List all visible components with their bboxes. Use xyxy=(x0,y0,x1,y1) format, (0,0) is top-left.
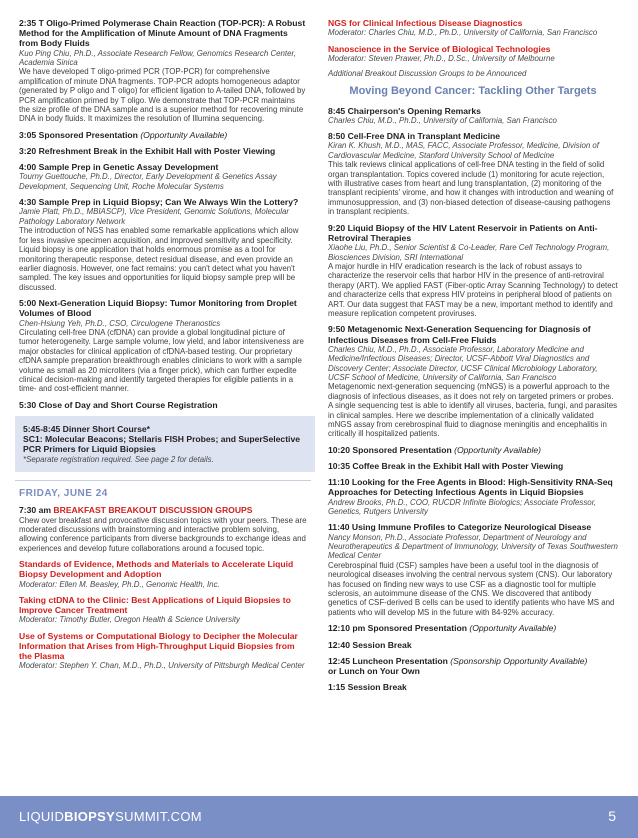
abstract: We have developed T oligo-primed PCR (TOP-PCR) for comprehensive amplification of minute DNA fragments. TOP-PCR adopts homogeneous adaptor (generated by P oligo and T oligo) for efficient ligation to A-tailed DNA, followed by PCR amplification primed by T oligo. We demonstrate that TOP-PCR maintains the size profile of the DNA sample and is a superior method for recovering minute DNA in body fluids. It maximizes the resolution of Illumina sequencing. xyxy=(19,67,306,124)
session-title: 8:45 Chairperson's Opening Remarks xyxy=(328,105,481,116)
right-column xyxy=(328,18,618,698)
session-title-continued: or Lunch on Your Own xyxy=(328,665,420,676)
moderator: Moderator: Stephen Y. Chan, M.D., Ph.D., University of Pittsburgh Medical Center xyxy=(19,661,305,671)
session-title xyxy=(328,445,618,455)
session-note: (Sponsorship Opportunity Available) xyxy=(450,655,588,666)
session-breakfast xyxy=(19,505,307,553)
additional-note: Additional Breakout Discussion Groups to be Announced xyxy=(328,69,527,79)
session-note: (Opportunity Available) xyxy=(469,623,557,634)
breakout-ngs xyxy=(328,18,618,38)
session-title: 9:50 Metagenomic Next-Generation Sequencing for Diagnosis of Infectious Diseases from Cell-Free Fluids xyxy=(328,324,591,345)
session-metagenomic xyxy=(328,324,618,438)
speaker: Xiaohe Liu, Ph.D., Senior Scientist & Co-Leader, Rare Cell Technology Program, Biosciences Division, SRI International xyxy=(328,243,610,262)
session-title: 3:20 Refreshment Break in the Exhibit Hall with Poster Viewing xyxy=(19,146,276,157)
footer-bar xyxy=(0,796,638,838)
session-sponsored-2 xyxy=(328,445,618,455)
short-course-title: SC1: Molecular Beacons; Stellaris FISH Probes; and SuperSelective PCR Primers for Liquid Biopsies xyxy=(23,434,301,455)
breakout-title: Use of Systems or Computational Biology to Decipher the Molecular Information that Arises from High-Throughput Liquid Biopsies from the Plasma xyxy=(19,630,298,662)
session-lottery xyxy=(19,197,307,292)
moderator: Moderator: Ellen M. Beasley, Ph.D., Genomic Health, Inc. xyxy=(19,579,220,589)
breakout-standards xyxy=(19,559,307,589)
breakout-title: Nanoscience in the Service of Biological Technologies xyxy=(328,43,551,54)
moderator: Moderator: Timothy Butler, Oregon Health & Science University xyxy=(19,615,240,625)
session-title xyxy=(19,505,307,515)
session-top-pcr xyxy=(19,18,307,124)
breakout-title: NGS for Clinical Infectious Disease Diagnostics xyxy=(328,18,523,28)
session-hiv xyxy=(328,223,618,319)
session-sample-prep xyxy=(19,162,307,191)
session-title xyxy=(328,656,618,666)
session-luncheon xyxy=(328,656,618,676)
divider xyxy=(15,480,311,481)
session-time: 7:30 am xyxy=(19,505,52,516)
short-course-box xyxy=(15,416,315,472)
breakout-additional xyxy=(328,69,618,78)
session-title-text: 12:10 pm Sponsored Presentation xyxy=(328,623,467,634)
session-next-gen xyxy=(19,298,307,394)
session-title-text: 10:20 Sponsored Presentation xyxy=(328,444,452,455)
section-heading: Moving Beyond Cancer: Tackling Other Targets xyxy=(349,84,597,97)
session-title: 4:30 Sample Prep in Liquid Biopsy; Can We Always Win the Lottery? xyxy=(19,197,299,208)
abstract: The introduction of NGS has enabled some remarkable applications which allow for less invasive specimen acquisition, and improved sensitivity and specificity. Liquid biopsy is one application that holds enormous promise as a tool for monitoring therapeutic response, detect residual disease, and even provide an earlier diagnosis. However, one fact remains: you can't detect what you haven't sampled. The key issues and opportunities for liquid biopsy sample prep will be discussed. xyxy=(19,226,299,292)
day-heading: FRIDAY, JUNE 24 xyxy=(19,488,108,500)
left-column xyxy=(19,18,307,677)
speaker: Andrew Brooks, Ph.D., COO, RUCDR Infinite Biologics; Associate Professor, Genetics, Rutgers University xyxy=(328,497,597,517)
speaker: Charles Chiu, M.D., Ph.D., Associate Professor, Laboratory Medicine and Medicine/Infectious Diseases; Director, UCSF-Abbott Viral Diagnostics and Discovery Center; Associate Director, UCSF Clinical Microbiology Laboratory, UCSF School of Medicine, University of California, San Francisco xyxy=(328,344,598,382)
abstract: This talk reviews clinical applications of cell-free DNA testing in the field of solid organ transplantation. Topics covered include (1) monitoring for acute rejection, with illustrative cases from heart and lung transplantation, (2) monitoring of the transplant recipients' virome, and how it changes with introduction and weaning of immunosuppression, and (3) non-biased detection of disease-causing pathogens in transplant recipients. xyxy=(328,160,614,217)
session-title: 1:15 Session Break xyxy=(328,682,407,693)
session-title-text: 3:05 Sponsored Presentation xyxy=(19,129,138,140)
site-part-liquid: LIQUID xyxy=(19,809,65,824)
session-title: 8:50 Cell-Free DNA in Transplant Medicine xyxy=(328,131,501,142)
session-break xyxy=(19,146,307,156)
moderator: Moderator: Steven Prawer, Ph.D., D.Sc., University of Melbourne xyxy=(328,53,555,63)
session-coffee xyxy=(328,461,618,471)
session-title: 2:35 T Oligo-Primed Polymerase Chain Reaction (TOP-PCR): A Robust Method for the Amplification of Minute Amount of DNA Fragments from Body Fluids xyxy=(19,18,306,49)
session-sponsored-3 xyxy=(328,623,618,633)
short-course-time: 5:45-8:45 Dinner Short Course* xyxy=(23,424,151,434)
session-title: 12:40 Session Break xyxy=(328,639,412,650)
abstract: A major hurdle in HIV eradication research is the lack of robust assays to characterize the reservoir cells that harbor HIV in the presence of anti-retroviral therapy (ART). We applied FAST (Fiber-optic Array Scanning Technology) to detect and characterize cells that express HIV proteins in peripheral blood of patients on ART. Our data suggest that FAST may be a new, important method to identify and measure replication competent proviruses. xyxy=(328,261,618,318)
session-rna-seq xyxy=(328,477,618,516)
abstract: Chew over breakfast and provocative discussion topics with your peers. These are moderated discussions with brainstorming and interactive problem solving, allowing conference participants from diverse backgrounds to exchange ideas and experiences and develop future collaborations around a focused topic. xyxy=(19,515,307,553)
breakout-nano xyxy=(328,44,618,64)
session-title xyxy=(19,130,307,140)
session-title: 11:10 Looking for the Free Agents in Blood: High-Sensitivity RNA-Seq Approaches for Detecting Infectious Agents in Liquid Biopsies xyxy=(328,477,613,498)
website-link[interactable] xyxy=(19,809,202,824)
session-title: 4:00 Sample Prep in Genetic Assay Development xyxy=(19,162,219,173)
breakout-title: Standards of Evidence, Methods and Materials to Accelerate Liquid Biopsy Development and Adoption xyxy=(19,559,294,580)
session-title-text: BREAKFAST BREAKOUT DISCUSSION GROUPS xyxy=(53,505,253,516)
page-number: 5 xyxy=(608,808,616,824)
short-course-note: *Separate registration required. See page 2 for details. xyxy=(23,454,214,464)
session-title: 10:35 Coffee Break in the Exhibit Hall with Poster Viewing xyxy=(328,461,564,472)
session-title: 11:40 Using Immune Profiles to Categorize Neurological Disease xyxy=(328,522,592,533)
session-title: 5:30 Close of Day and Short Course Registration xyxy=(19,399,218,410)
session-immune xyxy=(328,522,618,617)
abstract: Cerebrospinal fluid (CSF) samples have been a useful tool in the diagnosis of neurological diseases involving the central nervous system (CNS). Our laboratory has focused on finding new ways to use CSF as a diagnostic tool for multiple sclerosis, an autoimmune disease of the CNS. We discovered that antibody genetics of CSF-derived B cells can be used to identify patients who have MS and patients who will develop MS in the future with 84-92% accuracy. xyxy=(328,560,615,617)
speaker: Chen-Hsiung Yeh, Ph.D., CSO, Circulogene Theranostics xyxy=(19,318,221,328)
breakout-ctdna xyxy=(19,595,307,625)
session-note: (Opportunity Available) xyxy=(140,129,228,140)
session-note: (Opportunity Available) xyxy=(454,444,542,455)
session-title-text: 12:45 Luncheon Presentation xyxy=(328,655,448,666)
speaker: Nancy Monson, Ph.D., Associate Professor, Department of Neurology and Neurotherapeutics & Department of Immunology, University of Texas Southwestern Medical Center xyxy=(328,532,618,561)
session-break-2 xyxy=(328,640,618,650)
speaker: Jamie Platt, Ph.D., MBIASCP), Vice President, Genomic Solutions, Molecular Pathology Laboratory Network xyxy=(19,207,289,226)
session-break-3 xyxy=(328,682,618,692)
speaker: Kuo Ping Chiu, Ph.D., Associate Research Fellow, Genomics Research Center, Academia Sinica xyxy=(19,48,296,68)
breakout-title: Taking ctDNA to the Clinic: Best Applications of Liquid Biopsies to Improve Cancer Treatment xyxy=(19,595,291,616)
session-title: 5:00 Next-Generation Liquid Biopsy: Tumor Monitoring from Droplet Volumes of Blood xyxy=(19,298,297,319)
speaker: Charles Chiu, M.D., Ph.D., University of California, San Francisco xyxy=(328,115,557,125)
abstract: Circulating cell-free DNA (cfDNA) can provide a global longitudinal picture of tumor heterogeneity. Large sample volume, low yield, and labor intensiveness are major obstacles for clinical application of cfDNA-based testing. Our proprietary cfDNA sample preparation breakthrough enables clinicians to work with a sample volume as small as 20 microliters (via a finger prick), which can further expedite clinical decision-making and identify targeted therapies for eligible patients in a time- and cost-efficient manner. xyxy=(19,327,304,394)
breakout-systems xyxy=(19,631,307,671)
site-part-summit: SUMMIT.COM xyxy=(115,809,202,824)
session-close xyxy=(19,400,307,410)
site-part-biopsy: BIOPSY xyxy=(64,809,116,824)
speaker: Kiran K. Khush, M.D., MAS, FACC, Associate Professor, Medicine, Division of Cardiovascular Medicine, Stanford University School of Medicine xyxy=(328,141,600,160)
session-chair xyxy=(328,106,618,126)
session-sponsored xyxy=(19,130,307,140)
moderator: Moderator: Charles Chiu, M.D., Ph.D., University of California, San Francisco xyxy=(328,28,598,38)
speaker: Tourny Guettouche, Ph.D., Director, Early Development & Genetics Assay Development, Sequencing Unit, Roche Molecular Systems xyxy=(19,172,277,191)
session-transplant xyxy=(328,131,618,216)
session-title: 9:20 Liquid Biopsy of the HIV Latent Reservoir in Patients on Anti-Retroviral Therapies xyxy=(328,222,598,243)
session-title xyxy=(328,623,618,633)
abstract: Metagenomic next-generation sequencing (mNGS) is a powerful approach to the diagnosis of infectious diseases, as it does not rely on targeted primers or probes. A single sequencing test is able to identify all viruses, bacteria, fungi, and parasites in clinical samples. Here we describe implementation of a clinically validated mNGS assay from cerebrospinal fluid to diagnose meningitis and encephalitis in critically ill hospitalized patients. xyxy=(328,382,618,439)
